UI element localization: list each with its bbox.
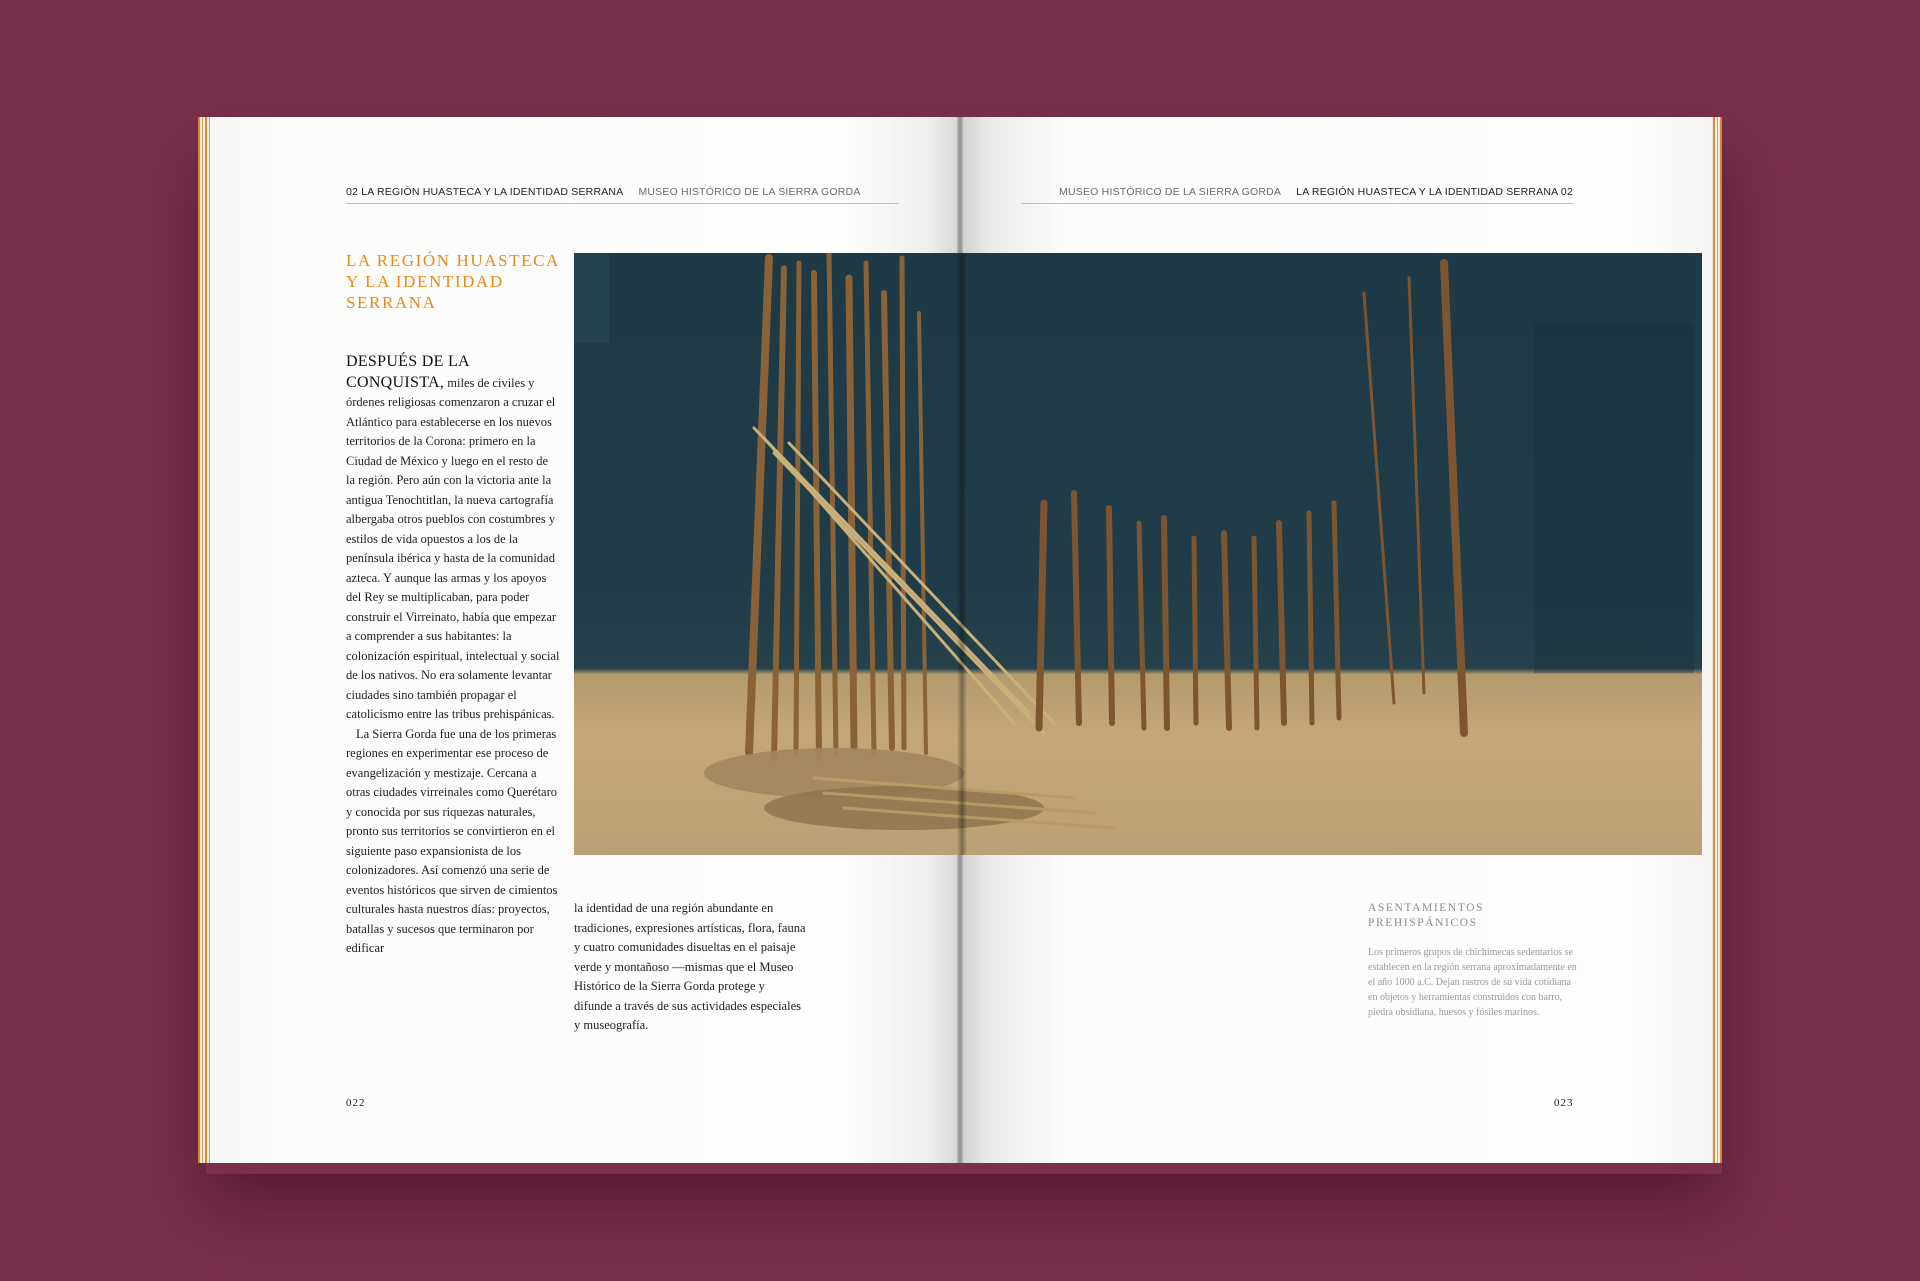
artifacts-illustration [574, 253, 1702, 855]
caption-title: ASENTAMIENTOS PREHISPÁNICOS [1368, 902, 1485, 929]
body-column-1 [346, 352, 560, 959]
lead-in: DESPUÉS DE LA CONQUISTA, [346, 353, 470, 391]
header-rule-left [346, 203, 899, 204]
running-header-right [1059, 186, 1573, 198]
page-number-right: 023 [1554, 1097, 1574, 1109]
paragraph-1-text: miles de civiles y órdenes religiosas comenzaron a cruzar el Atlántico para establecerse en los nuevos territorios de la Corona: primero en la Ciudad de México y luego en el resto de la región. Pero aún con la victoria ante la antigua Tenochtitlan, la nueva cartografía albergaba otros pueblos con costumbres y estilos de vida opuestos a los de la península ibérica y hasta de la comunidad azteca. Y aunque las armas y los apoyos del Rey se multiplicaban, para poder construir el Virreinato, había que empezar a comprender a sus habitantes: la colonización espiritual, intelectual y social de los nativos. No era solamente levantar ciudades sino también propagar el catolicismo entre las tribus prehispánicas. [346, 375, 560, 721]
museum-artifacts-photo [574, 253, 1702, 855]
caption-body: Los primeros grupos de chichimecas sedentarios se establecen en la región serrana aproximadamente en el año 1000 a.C. Dejan rastros de su vida cotidiana en objetos y herramientas construidos con barro, piedra obsidiana, huesos y fósiles marinos. [1368, 947, 1577, 1018]
header-book-title: MUSEO HISTÓRICO DE LA SIERRA GORDA [1059, 186, 1281, 198]
photo-gutter-fold [957, 253, 967, 855]
page-number-left: 022 [346, 1097, 366, 1109]
header-rule-right [1021, 203, 1573, 204]
body-column-2 [574, 899, 806, 1036]
paragraph-2-continued: la identidad de una región abundante en tradiciones, expresiones artísticas, flora, fauna y cuatro comunidades disueltas en el paisaje verde y montañoso —mismas que el Museo Histórico de la Sierra Gorda protege y difunde a través de sus actividades especiales y museografía. [574, 901, 806, 1032]
header-chapter: LA REGIÓN HUASTECA Y LA IDENTIDAD SERRANA 02 [1296, 186, 1573, 198]
header-chapter: 02 LA REGIÓN HUASTECA Y LA IDENTIDAD SERRANA [346, 186, 623, 198]
paragraph-1 [346, 352, 560, 725]
chapter-title: LA REGIÓN HUASTECA Y LA IDENTIDAD SERRANA [346, 251, 559, 312]
header-book-title: MUSEO HISTÓRICO DE LA SIERRA GORDA [638, 186, 861, 198]
running-header-left [346, 186, 861, 198]
paragraph-2: La Sierra Gorda fue una de los primeras regiones en experimentar ese proceso de evangelización y mestizaje. Cercana a otras ciudades virreinales como Querétaro y conocida por sus riquezas naturales, pronto sus territorios se convirtieron en el siguiente paso expansionista de los colonizadores. Así comenzó una serie de eventos históricos que sirven de cimientos culturales hasta nuestros días: proyectos, batallas y sucesos que terminaron por edificar [346, 726, 558, 955]
